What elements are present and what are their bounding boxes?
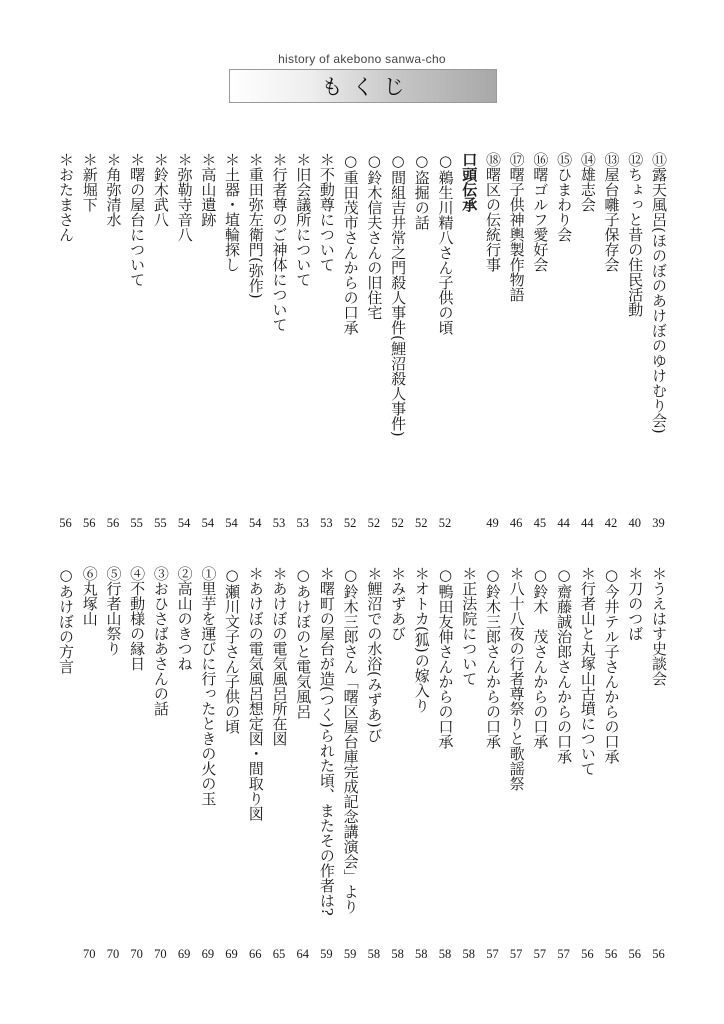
toc-entry-title: ＊鈴木武八 bbox=[151, 152, 170, 227]
toc-page-number: 56 bbox=[652, 947, 665, 961]
toc-entry-title: ⑬屋台囃子保存会 bbox=[602, 152, 621, 272]
toc-page-number: 70 bbox=[106, 947, 120, 961]
toc-entry[interactable] bbox=[80, 566, 99, 961]
toc-entry-title: ⑭雄志会 bbox=[578, 152, 597, 212]
toc-entry[interactable] bbox=[103, 152, 122, 530]
toc-entry-title: ⑤行者山祭り bbox=[104, 566, 123, 656]
toc-page-number: 45 bbox=[533, 516, 547, 530]
toc-entry-title: ○鈴木三郎さんからの口承 bbox=[483, 566, 502, 749]
toc-entry[interactable] bbox=[530, 152, 549, 530]
toc-page-number: 57 bbox=[557, 947, 570, 961]
toc-page-number: 58 bbox=[462, 947, 475, 961]
toc-page-number: 57 bbox=[533, 947, 547, 961]
toc-entry-title: ○鈴木 茂さんからの口承 bbox=[531, 566, 550, 749]
toc-entry-title: ○鈴木三郎さん「曙区屋台庫完成記念講演会」より bbox=[341, 566, 360, 914]
toc-entry[interactable] bbox=[317, 152, 336, 530]
toc-entry[interactable] bbox=[625, 152, 644, 530]
toc-entry[interactable] bbox=[578, 152, 597, 530]
toc-entry-title: ○鵜生川精八さん子供の頃 bbox=[436, 152, 455, 335]
toc-page-number: 52 bbox=[415, 516, 428, 530]
toc-entry[interactable] bbox=[364, 152, 383, 530]
toc-entry[interactable] bbox=[483, 566, 502, 961]
toc-entry-title: ＊鯉沼での水浴(みずあ)び bbox=[365, 566, 384, 743]
toc-entry-title: ⑪露天風呂(ほのぼのあけぼのゆけむり会) bbox=[649, 152, 668, 434]
toc-entry[interactable] bbox=[198, 152, 217, 530]
toc-entry-title: ①里芋を運びに行ったときの火の玉 bbox=[199, 566, 218, 806]
toc-page-number: 66 bbox=[249, 947, 262, 961]
toc-entry-title: ＊正法院について bbox=[460, 566, 479, 686]
toc-entry[interactable] bbox=[175, 152, 194, 530]
toc-entry-title: ＊曙の屋台について bbox=[128, 152, 147, 287]
toc-page-number: 57 bbox=[486, 947, 499, 961]
toc-entry[interactable] bbox=[341, 566, 360, 961]
toc-entry-title: ④不動様の縁日 bbox=[128, 566, 147, 671]
toc-page-number: 52 bbox=[343, 516, 357, 530]
toc-page-number: 55 bbox=[130, 516, 143, 530]
toc-entry-title: ⑯曙ゴルフ愛好会 bbox=[531, 152, 550, 272]
toc-entry-title: ＊角弥清水 bbox=[104, 152, 123, 227]
toc-entry-title: ＊重田弥左衛門(弥作) bbox=[246, 152, 265, 299]
toc-page-number: 54 bbox=[201, 516, 215, 530]
toc-entry[interactable] bbox=[483, 152, 502, 530]
toc-entry-title: ＊行者山と丸塚山古墳について bbox=[578, 566, 597, 776]
toc-page-number: 54 bbox=[177, 516, 191, 530]
toc-entry-title: ○鴨田友伸さんからの口承 bbox=[436, 566, 455, 749]
toc-entry-title: ○今井テル子さんからの口承 bbox=[602, 566, 621, 764]
toc-page-number: 52 bbox=[391, 516, 404, 530]
toc-entry-title: ○あけぼの方言 bbox=[57, 566, 75, 674]
toc-entry-title: ＊あけぼの電気風呂想定図・間取り図 bbox=[246, 566, 265, 821]
toc-entry[interactable] bbox=[127, 566, 146, 961]
toc-page-number: 49 bbox=[486, 516, 499, 530]
toc-entry[interactable] bbox=[625, 566, 644, 961]
toc-entry[interactable] bbox=[56, 152, 75, 530]
toc-entry-title: ⑮ひまわり会 bbox=[555, 152, 574, 242]
toc-entry-title: ○盗掘の話 bbox=[412, 152, 431, 230]
toc-entry[interactable] bbox=[602, 152, 621, 530]
toc-page-number: 65 bbox=[272, 947, 286, 961]
toc-entry[interactable] bbox=[56, 566, 75, 961]
toc-entry[interactable] bbox=[151, 566, 170, 961]
toc-page-number: 58 bbox=[367, 947, 381, 961]
toc-entry[interactable] bbox=[459, 566, 478, 961]
toc-section-heading bbox=[459, 152, 478, 530]
toc-entry-title: ＊行者尊のご神体について bbox=[270, 152, 289, 332]
toc-entry-title: ＊新堀下 bbox=[80, 152, 99, 212]
toc-entry[interactable] bbox=[222, 152, 241, 530]
toc-page-number: 58 bbox=[391, 947, 404, 961]
toc-entry-title: ＊刀のつば bbox=[626, 566, 645, 641]
toc-entry[interactable] bbox=[269, 152, 288, 530]
toc-page-number: 54 bbox=[249, 516, 262, 530]
toc-page-number: 56 bbox=[581, 947, 594, 961]
toc-entry-title: ⑱曙区の伝統行事 bbox=[483, 152, 502, 272]
toc-entry[interactable] bbox=[293, 566, 312, 961]
toc-entry[interactable] bbox=[198, 566, 217, 961]
toc-entry-title: ＊おたまさん bbox=[57, 152, 75, 242]
toc-entry[interactable] bbox=[602, 566, 621, 961]
toc-entry-title: ⑥丸塚山 bbox=[80, 566, 99, 626]
toc-page-number: 69 bbox=[201, 947, 215, 961]
toc-entry[interactable] bbox=[222, 566, 241, 961]
toc-entry-title: ⑰曙子供神輿製作物語 bbox=[507, 152, 526, 302]
toc-page-number: 69 bbox=[225, 947, 238, 961]
toc-lower-block bbox=[56, 566, 668, 961]
toc-page-number: 52 bbox=[367, 516, 381, 530]
toc-entry[interactable] bbox=[269, 566, 288, 961]
title-banner bbox=[229, 69, 497, 103]
toc-page-number: 56 bbox=[59, 516, 72, 530]
toc-entry-title: ＊旧会議所について bbox=[294, 152, 313, 287]
section-heading-text: 口頭伝承 bbox=[460, 152, 479, 212]
toc-page-number: 39 bbox=[652, 516, 665, 530]
toc-page-number: 44 bbox=[581, 516, 594, 530]
toc-page-number: 53 bbox=[296, 516, 309, 530]
toc-entry[interactable] bbox=[103, 566, 122, 961]
toc-entry[interactable] bbox=[507, 566, 526, 961]
toc-entry[interactable] bbox=[388, 152, 407, 530]
toc-entry[interactable] bbox=[507, 152, 526, 530]
toc-page-number: 56 bbox=[82, 516, 96, 530]
toc-entry-title: ＊オトカ(狐)の嫁入り bbox=[412, 566, 431, 713]
toc-entry[interactable] bbox=[151, 152, 170, 530]
toc-entry[interactable] bbox=[554, 152, 573, 530]
toc-entry-title: ○あけぼのと電気風呂 bbox=[294, 566, 313, 719]
toc-page-number: 64 bbox=[296, 947, 309, 961]
toc-page-number: 54 bbox=[225, 516, 238, 530]
toc-page-number: 53 bbox=[272, 516, 286, 530]
toc-entry-title: ○間組吉井常之門殺人事件(鯉沼殺人事件) bbox=[389, 152, 408, 437]
toc-entry[interactable] bbox=[530, 566, 549, 961]
toc-page-number: 40 bbox=[628, 516, 641, 530]
toc-page-number: 59 bbox=[320, 947, 333, 961]
toc-page-number: 59 bbox=[343, 947, 357, 961]
toc-page-number: 56 bbox=[106, 516, 120, 530]
toc-page-number: 70 bbox=[154, 947, 167, 961]
toc-entry-title: ○鈴木信夫さんの旧住宅 bbox=[365, 152, 384, 320]
toc-entry-title: ＊みずあび bbox=[389, 566, 408, 641]
toc-page-number: 56 bbox=[604, 947, 618, 961]
toc-entry-title: ＊八十八夜の行者尊祭りと歌謡祭 bbox=[507, 566, 526, 791]
toc-entry[interactable] bbox=[554, 566, 573, 961]
toc-entry-title: ＊曙町の屋台が造(つく)られた頃、またその作者は? bbox=[317, 566, 336, 916]
toc-entry[interactable] bbox=[175, 566, 194, 961]
toc-entry[interactable] bbox=[412, 566, 431, 961]
toc-entry[interactable] bbox=[293, 152, 312, 530]
toc-entry-title: ＊土器・埴輪探し bbox=[223, 152, 242, 272]
toc-entry[interactable] bbox=[80, 152, 99, 530]
toc-page-number: 58 bbox=[415, 947, 428, 961]
toc-entry-title: ＊弥勒寺音八 bbox=[175, 152, 194, 242]
toc-page-number: 46 bbox=[509, 516, 523, 530]
toc-entry-title: ⑫ちょっと昔の住民活動 bbox=[626, 152, 645, 317]
toc-entry[interactable] bbox=[578, 566, 597, 961]
toc-page-number: 55 bbox=[154, 516, 167, 530]
toc-entry[interactable] bbox=[246, 566, 265, 961]
toc-entry-title: ②高山のきつね bbox=[175, 566, 194, 671]
toc-page-number: 42 bbox=[604, 516, 618, 530]
toc-entry-title: ＊高山遺跡 bbox=[199, 152, 218, 227]
toc-entry-title: ＊うえはす史談会 bbox=[649, 566, 668, 686]
toc-upper-block bbox=[56, 152, 668, 530]
toc-page-number: 58 bbox=[438, 947, 452, 961]
toc-page-number: 69 bbox=[177, 947, 191, 961]
toc-page-number: 56 bbox=[628, 947, 641, 961]
toc-entry[interactable] bbox=[436, 152, 455, 530]
toc-page-number: 44 bbox=[557, 516, 570, 530]
toc-page-number: 57 bbox=[509, 947, 523, 961]
toc-entry[interactable] bbox=[649, 566, 668, 961]
toc-entry-title: ＊不動尊について bbox=[317, 152, 336, 272]
toc-entry[interactable] bbox=[388, 566, 407, 961]
toc-entry[interactable] bbox=[317, 566, 336, 961]
toc-entry-title: ＊あけぼの電気風呂所在図 bbox=[270, 566, 289, 746]
toc-page-number: 53 bbox=[320, 516, 333, 530]
toc-entry[interactable] bbox=[127, 152, 146, 530]
toc-page-number: 70 bbox=[130, 947, 143, 961]
toc-entry[interactable] bbox=[436, 566, 455, 961]
subtitle: history of akebono sanwa-cho bbox=[278, 52, 446, 66]
toc-entry[interactable] bbox=[649, 152, 668, 530]
toc-entry[interactable] bbox=[246, 152, 265, 530]
toc-entry-title: ○瀬川文子さん子供の頃 bbox=[223, 566, 242, 734]
toc-entry[interactable] bbox=[341, 152, 360, 530]
toc-page-number: 70 bbox=[82, 947, 96, 961]
toc-entry-title: ○齋藤誠治郎さんからの口承 bbox=[555, 566, 574, 764]
toc-page-number: 52 bbox=[438, 516, 452, 530]
toc-entry-title: ③おひさばあさんの話 bbox=[151, 566, 170, 716]
page-title: もくじ bbox=[321, 75, 415, 99]
toc-entry-title: ○重田茂市さんからの口承 bbox=[341, 152, 360, 335]
toc-entry[interactable] bbox=[364, 566, 383, 961]
toc-entry[interactable] bbox=[412, 152, 431, 530]
